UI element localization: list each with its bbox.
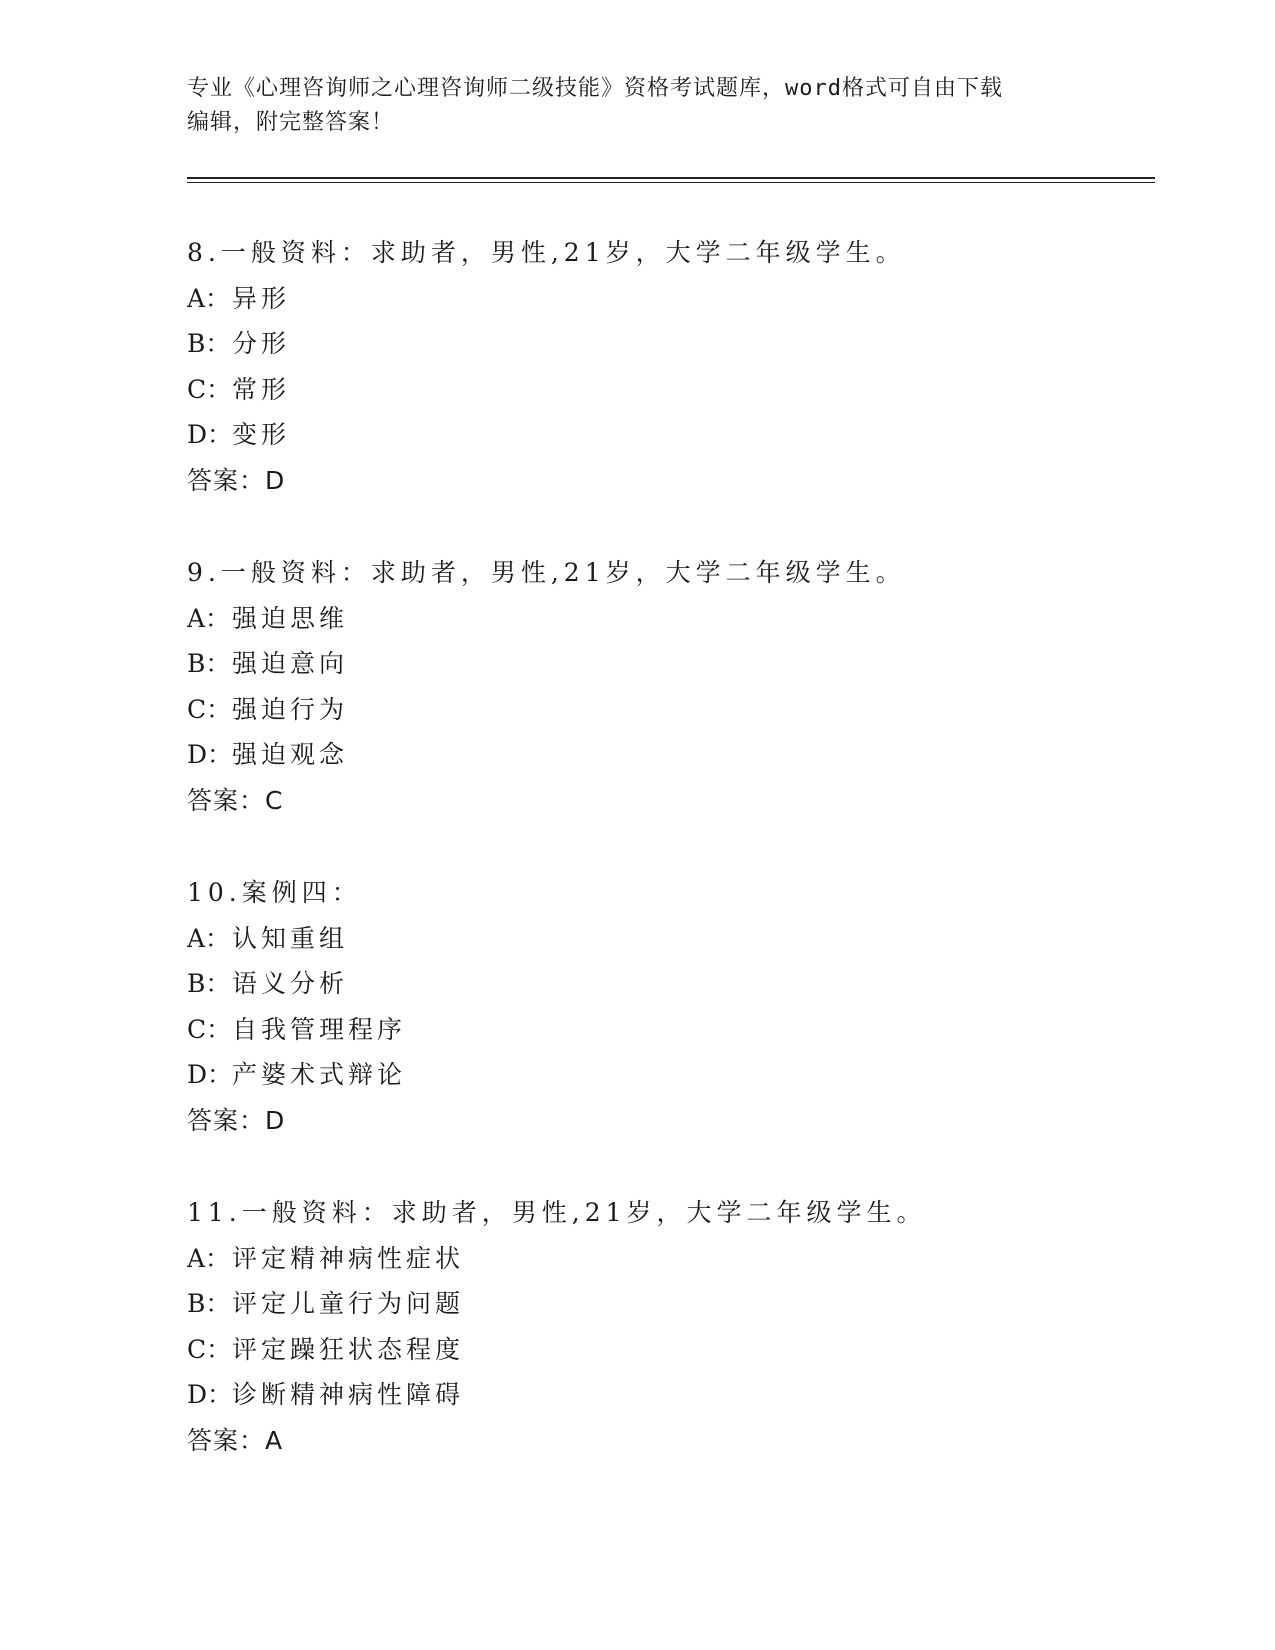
answer-line: 答案：A xyxy=(187,1425,284,1455)
answer-line: 答案：D xyxy=(187,465,286,495)
option-text: 强迫意向 xyxy=(232,649,349,679)
option-c xyxy=(187,1327,1127,1373)
option-d xyxy=(187,1052,1127,1098)
option-label: B： xyxy=(187,969,231,999)
option-text: 强迫行为 xyxy=(232,694,349,724)
option-text: 评定精神病性症状 xyxy=(232,1243,465,1273)
header-line-2: 编辑，附完整答案！ xyxy=(187,110,395,135)
option-text: 评定躁狂状态程度 xyxy=(232,1334,465,1364)
option-label: D： xyxy=(187,1380,233,1410)
option-c xyxy=(187,367,1127,413)
option-label: D： xyxy=(187,1060,233,1090)
option-label: C： xyxy=(187,1334,232,1364)
question-9 xyxy=(187,550,1127,824)
option-d xyxy=(187,1372,1127,1418)
question-11 xyxy=(187,1190,1127,1464)
option-text: 自我管理程序 xyxy=(232,1014,407,1044)
option-text: 变形 xyxy=(232,420,291,450)
option-label: B： xyxy=(187,329,231,359)
answer-line: 答案：D xyxy=(187,1105,286,1135)
option-d xyxy=(187,412,1127,458)
option-d xyxy=(187,732,1127,778)
question-title: 11.一般资料：求助者，男性,21岁，大学二年级学生。 xyxy=(187,1198,927,1227)
option-label: C： xyxy=(187,374,232,404)
option-text: 异形 xyxy=(232,283,291,313)
option-c xyxy=(187,1007,1127,1053)
option-b xyxy=(187,641,1127,687)
option-label: C： xyxy=(187,694,232,724)
option-label: A： xyxy=(187,283,231,313)
option-label: D： xyxy=(187,740,233,770)
option-label: B： xyxy=(187,1289,231,1319)
document-header xyxy=(187,72,1087,140)
option-a xyxy=(187,916,1127,962)
option-a xyxy=(187,596,1127,642)
option-text: 语义分析 xyxy=(232,969,349,999)
option-text: 强迫观念 xyxy=(232,740,349,770)
option-label: C： xyxy=(187,1014,232,1044)
question-title: 9.一般资料：求助者，男性,21岁，大学二年级学生。 xyxy=(187,558,906,587)
option-text: 分形 xyxy=(232,329,291,359)
option-c xyxy=(187,687,1127,733)
option-label: B： xyxy=(187,649,231,679)
option-label: D： xyxy=(187,420,233,450)
option-label: A： xyxy=(187,923,231,953)
header-line-1: 专业《心理咨询师之心理咨询师二级技能》资格考试题库，word格式可自由下载 xyxy=(187,76,1003,101)
question-10 xyxy=(187,870,1127,1144)
option-b xyxy=(187,961,1127,1007)
option-text: 评定儿童行为问题 xyxy=(232,1289,465,1319)
option-a xyxy=(187,1236,1127,1282)
option-text: 认知重组 xyxy=(232,923,349,953)
option-text: 产婆术式辩论 xyxy=(232,1060,407,1090)
question-title: 10.案例四： xyxy=(187,878,362,907)
header-divider-thin xyxy=(187,182,1155,183)
option-label: A： xyxy=(187,1243,231,1273)
question-8 xyxy=(187,230,1127,504)
option-text: 诊断精神病性障碍 xyxy=(232,1380,465,1410)
option-b xyxy=(187,1281,1127,1327)
option-text: 常形 xyxy=(232,374,291,404)
answer-line: 答案：C xyxy=(187,785,284,815)
option-b xyxy=(187,321,1127,367)
header-divider-thick xyxy=(187,177,1155,179)
option-text: 强迫思维 xyxy=(232,603,349,633)
option-label: A： xyxy=(187,603,231,633)
option-a xyxy=(187,276,1127,322)
question-title: 8.一般资料：求助者，男性,21岁，大学二年级学生。 xyxy=(187,238,906,267)
